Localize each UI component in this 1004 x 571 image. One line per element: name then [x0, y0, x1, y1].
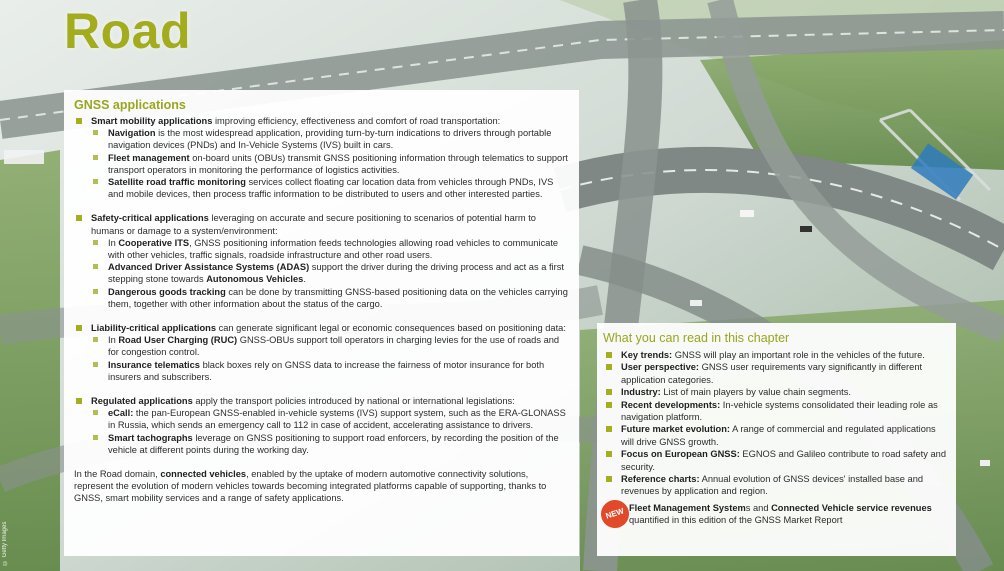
item-text: , GNSS positioning information feeds technologies allowing road vehicles to communicate with other vehicles, traffic signals, roadside infrastructure and other road users. [108, 237, 559, 261]
item-bold: Future market evolution: [621, 424, 730, 435]
list-item [603, 473, 948, 498]
chapter-contents-panel [597, 323, 956, 556]
item-text: GNSS-OBUs support toll operators in charging levies for the use of roads and for congestion control. [108, 335, 560, 358]
item-bold: Dangerous goods tracking [108, 286, 226, 297]
item-text: the pan-European GNSS-enabled in-vehicle systems (IVS) support system, such as the ERA-GLONASS in Russia, which sends an emergency call to 112 in case of accident, accelerating assistance to drivers. [108, 408, 566, 431]
sub-bullet-square-icon [93, 264, 98, 269]
item-text: In-vehicle systems consolidated their leading role as navigation platform. [621, 399, 938, 423]
section-regulated [74, 395, 569, 456]
list-item [603, 386, 948, 398]
section-lead-bold: Liability-critical applications [91, 323, 217, 334]
item-bold: Recent developments: [621, 399, 721, 410]
item-text: A range of commercial and regulated applications will drive GNSS growth. [621, 424, 936, 447]
new-bold-2: Connected Vehicle service revenues [771, 502, 932, 513]
new-content-note [603, 502, 948, 527]
closing-bold: connected vehicles [160, 469, 247, 480]
bullet-square-icon [606, 364, 612, 370]
item-bold: Fleet management [108, 152, 190, 163]
sub-bullet-square-icon [93, 240, 98, 245]
item-bold: Insurance telematics [108, 359, 200, 370]
bullet-square-icon [606, 476, 612, 482]
item-bold: eCall: [108, 408, 134, 419]
section-liability-critical [74, 322, 569, 383]
section-lead-bold: Regulated applications [91, 396, 193, 407]
section-lead-bold: Safety-critical applications [91, 213, 209, 224]
bullet-square-icon [76, 398, 82, 404]
section-safety-critical [74, 212, 569, 310]
section-lead-text: can generate significant legal or economic consequences based on positioning data: [216, 323, 566, 334]
list-item [603, 349, 948, 361]
list-item [91, 261, 569, 285]
item-bold-2: Autonomous Vehicles [206, 274, 304, 285]
bullet-square-icon [606, 426, 612, 432]
item-text: Annual evolution of GNSS devices' installed base and revenues by application and region. [621, 474, 924, 497]
sub-bullet-square-icon [93, 130, 98, 135]
new-text-mid: s and [745, 502, 772, 513]
item-text: GNSS will play an important role in the vehicles of the future. [672, 350, 925, 360]
list-item [91, 359, 569, 383]
sub-bullet-square-icon [93, 410, 98, 415]
list-item [603, 423, 948, 448]
list-item [603, 361, 948, 386]
closing-paragraph [74, 468, 569, 505]
bullet-square-icon [606, 402, 612, 408]
closing-text: , enabled by the uptake of modern automotive connectivity solutions, represent the evolution of modern vehicles towards becoming integrated platforms capable of supporting, thanks to GNSS, smart mobility services and a range of safety applications. [74, 469, 547, 504]
sub-bullet-square-icon [93, 337, 98, 342]
item-bold: Focus on European GNSS: [621, 449, 740, 460]
item-text: GNSS user requirements vary significantly in different application categories. [621, 362, 923, 385]
bullet-square-icon [606, 451, 612, 457]
item-bold: Road User Charging (RUC) [118, 335, 238, 346]
list-item [91, 152, 569, 176]
item-pre: In [108, 237, 119, 248]
item-bold: Industry: [621, 387, 661, 398]
item-bold: Cooperative ITS [118, 237, 190, 248]
bullet-square-icon [76, 215, 82, 221]
sub-bullet-square-icon [93, 155, 98, 160]
item-text: leverage on GNSS positioning to support road enforcers, by recording the position of the vehicle at different points during the working day. [108, 432, 559, 455]
item-text: is the most widespread application, providing turn-by-turn indications to drivers through portable navigation devices (PNDs) and In-Vehicle Systems (IVS) built in cars. [108, 128, 552, 151]
item-pre: In [108, 335, 119, 346]
list-item [91, 286, 569, 310]
item-text: can be done by transmitting GNSS-based positioning data on the vehicles carrying them, together with other information about the status of the cargo. [108, 286, 568, 309]
item-bold: Advanced Driver Assistance Systems (ADAS) [108, 262, 310, 273]
item-bold: Navigation [108, 128, 156, 139]
new-text: quantified in this edition of the GNSS Market Report [629, 515, 843, 526]
list-item [91, 127, 569, 151]
closing-text-pre: In the Road domain, [74, 469, 161, 480]
list-item [91, 334, 569, 358]
section-lead-text: improving efficiency, effectiveness and comfort of road transportation: [212, 116, 501, 126]
list-item [603, 448, 948, 473]
sub-bullet-square-icon [93, 362, 98, 367]
item-text: on-board units (OBUs) transmit GNSS positioning information through telematics to support transport operators in monitoring the performance of logistics activities. [108, 152, 568, 175]
list-item [91, 432, 569, 456]
item-text: support the driver during the driving process and act as a first stepping stone towards [108, 262, 564, 285]
bullet-square-icon [606, 352, 612, 358]
section-lead-text: leveraging on accurate and secure positioning to scenarios of potential harm to humans or damage to a system/environment: [91, 213, 536, 236]
list-item [91, 176, 569, 200]
item-bold: Reference charts: [621, 474, 700, 485]
item-text: EGNOS and Galileo contribute to road safety and security. [621, 449, 947, 472]
photo-credit: © Getty Images [2, 521, 8, 565]
item-bold: Key trends: [621, 350, 673, 360]
section-lead-text: apply the transport policies introduced by national or international legislations: [192, 396, 515, 407]
page-title: Road [64, 3, 191, 59]
new-bold-1: Fleet Management System [629, 502, 746, 513]
item-bold: User perspective: [621, 362, 700, 373]
item-bold: Satellite road traffic monitoring [108, 177, 246, 188]
item-text: black boxes rely on GNSS data to increase the fairness of motor insurance for both insurers and subscribers. [108, 359, 545, 382]
sub-bullet-square-icon [93, 289, 98, 294]
item-text-2: . [303, 274, 306, 285]
bullet-square-icon [606, 389, 612, 395]
item-text: List of main players by value chain segments. [660, 387, 851, 398]
bullet-square-icon [76, 325, 82, 331]
item-bold: Smart tachographs [108, 432, 193, 443]
list-item [91, 237, 569, 261]
gnss-applications-panel [64, 90, 579, 556]
new-badge: NEW [597, 496, 632, 531]
section-lead-bold: Smart mobility applications [91, 116, 213, 126]
section-smart-mobility [74, 115, 569, 200]
gnss-applications-heading: GNSS applications [74, 98, 186, 112]
sub-bullet-square-icon [93, 179, 98, 184]
sub-bullet-square-icon [93, 435, 98, 440]
chapter-contents-heading: What you can read in this chapter [603, 331, 790, 345]
list-item [603, 399, 948, 424]
item-text: services collect floating car location data from vehicles through PNDs, IVS and mobile devices, then process traffic information to be distributed to users and other interested parties. [108, 177, 554, 200]
list-item [91, 407, 569, 431]
bullet-square-icon [76, 118, 82, 124]
